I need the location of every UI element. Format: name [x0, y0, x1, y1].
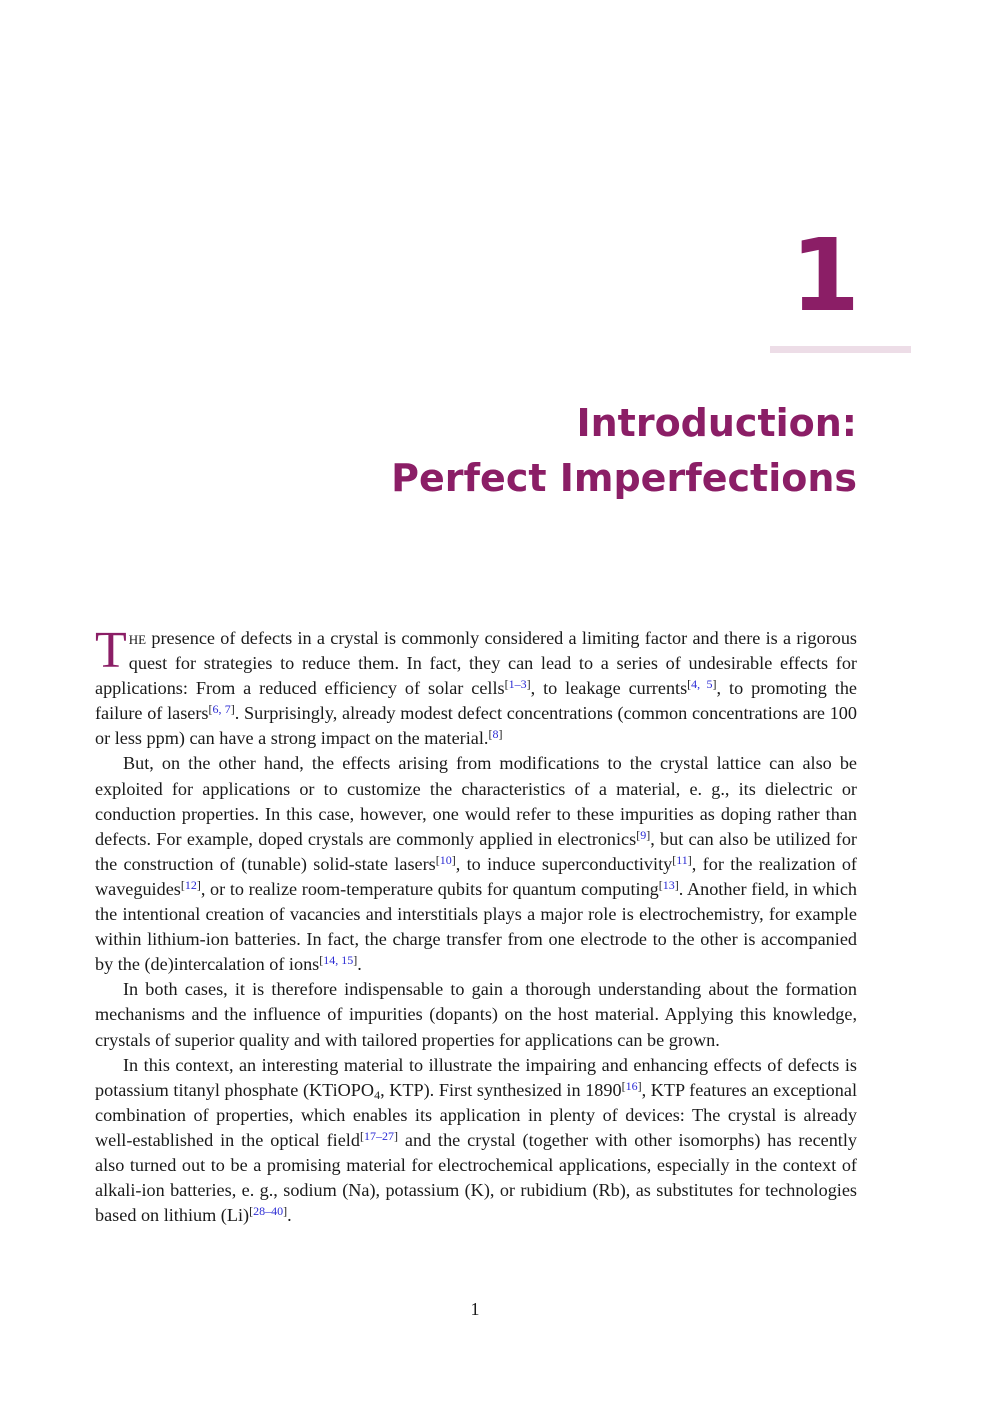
- citation[interactable]: [9]: [636, 827, 651, 842]
- paragraph-text: , to induce superconductivity: [455, 853, 673, 874]
- chapter-rule: [770, 346, 911, 353]
- citation-link[interactable]: 10: [439, 852, 452, 867]
- paragraph-text: and the crystal (together with other isomorphs) has recently also turned out to be a promising material for electrochemical applications, especially in the context of alkali-ion batteries, e. g., sodium (Na), potassium (K), or rubidium (Rb), as substitutes for technologies based on lithium (Li): [95, 1129, 858, 1226]
- paragraph-text: , KTP features an exceptional combination of properties, which enables its application in plenty of devices: The crystal is already well-established in the optical field: [95, 1079, 858, 1150]
- paragraph-1: [95, 622, 857, 751]
- paragraph-text: In this context, an interesting material to illustrate the impairing and enhancing effects of defects is potassium titanyl phosphate (KTiOPO: [95, 1054, 857, 1100]
- citation-link[interactable]: 8: [492, 727, 499, 742]
- citation-link[interactable]: 1–3: [508, 677, 527, 692]
- chapter-title-line-2: Perfect Imperfections: [391, 456, 857, 500]
- citation-link[interactable]: 13: [662, 877, 675, 892]
- paragraph-text: .: [357, 954, 362, 975]
- citation[interactable]: [28–40]: [249, 1204, 288, 1219]
- paragraph-text: , but can also be utilized for the construction of (tunable) solid-state lasers: [95, 828, 857, 874]
- paragraph-text: , for the realization of waveguides: [95, 853, 857, 899]
- paragraph-text: .: [287, 1205, 292, 1226]
- citation-link[interactable]: 9: [640, 827, 647, 842]
- chapter-number: 1: [790, 217, 860, 334]
- paragraph-2: [95, 751, 857, 977]
- chapter-title: [391, 396, 857, 506]
- citation[interactable]: [11]: [672, 852, 692, 867]
- citation[interactable]: [12]: [180, 877, 201, 892]
- paragraph-4: [95, 1053, 857, 1229]
- citation-link[interactable]: 17–27: [363, 1128, 394, 1143]
- paragraph-text: But, on the other hand, the effects arising from modifications to the crystal lattice can also be exploited for applications or to customize the characteristics of a material, e. g., its dielectric or conduction properties. In this case, however, one would refer to these impurities as doping rather than defects. For example, doped crystals are commonly applied in electronics: [95, 753, 857, 849]
- paragraph-text: In both cases, it is therefore indispensable to gain a thorough understanding about the formation mechanisms and the influence of impurities (dopants) on the host material. Applying this knowledge, crystals of superior quality and with tailored properties for applications can be grown.: [95, 979, 857, 1050]
- citation[interactable]: [6, 7]: [208, 702, 235, 717]
- page-number: 1: [470, 1299, 480, 1319]
- citation-link[interactable]: 11: [676, 852, 688, 867]
- citation[interactable]: [1–3]: [504, 677, 531, 692]
- citation-link[interactable]: 12: [184, 877, 197, 892]
- citation-link[interactable]: 4, 5: [691, 677, 713, 692]
- citation[interactable]: [14, 15]: [319, 953, 358, 968]
- paragraph-text: presence of defects in a crystal is commonly considered a limiting factor and there is a rigorous quest for strategies to reduce them. In fact, they can lead to a series of undesirable effects for applications: From a reduced efficiency of solar cells: [95, 628, 857, 699]
- small-caps-lead: he: [128, 628, 147, 648]
- citation[interactable]: [4, 5]: [687, 677, 717, 692]
- citation[interactable]: [10]: [435, 852, 456, 867]
- paragraph-text: . Surprisingly, already modest defect concentrations (common concentrations are 100 or less ppm) can have a strong impact on the material.: [95, 703, 857, 749]
- citation[interactable]: [13]: [658, 877, 679, 892]
- paragraph-text: . Another field, in which the intentional creation of vacancies and interstitials plays a major role is electrochemistry, for example within lithium-ion batteries. In fact, the charge transfer from one electrode to the other is accompanied by the (de)intercalation of ions: [95, 878, 857, 975]
- citation[interactable]: [17–27]: [359, 1128, 398, 1143]
- citation[interactable]: [16]: [621, 1078, 642, 1093]
- paragraph-text: , to leakage currents: [530, 678, 688, 699]
- paragraph-text: , KTP). First synthesized in 1890: [380, 1079, 622, 1100]
- citation-link[interactable]: 14, 15: [323, 953, 354, 968]
- citation-link[interactable]: 16: [625, 1078, 638, 1093]
- citation-link[interactable]: 28–40: [253, 1204, 284, 1219]
- chemical-subscript: 4: [374, 1087, 381, 1102]
- drop-cap: T: [95, 622, 127, 679]
- paragraph-text: , to promoting the failure of lasers: [95, 678, 857, 724]
- body-text: [95, 622, 858, 1228]
- chapter-title-line-1: Introduction:: [576, 401, 857, 445]
- citation-link[interactable]: 6, 7: [212, 702, 231, 717]
- citation[interactable]: [8]: [488, 727, 503, 742]
- paragraph-text: , or to realize room-temperature qubits for quantum computing: [200, 878, 659, 899]
- paragraph-3: [95, 977, 857, 1052]
